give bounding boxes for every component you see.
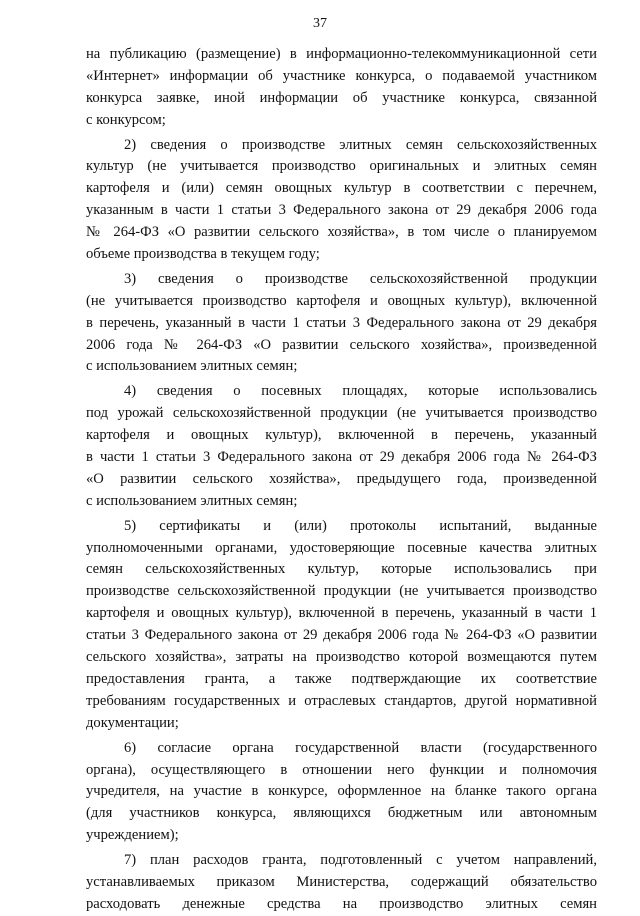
text-line: статьи 3 Федерального закона от 29 декабря 2006 года № 264-ФЗ «О развитии xyxy=(86,627,597,644)
text-line: учредителя, на участие в конкурсе, оформленное на бланке такого органа xyxy=(86,783,597,800)
text-line: семян сельскохозяйственных культур, которые использовались при xyxy=(86,561,597,578)
text-line: «О развитии сельского хозяйства», предыдущего года, произведенной xyxy=(86,470,597,487)
text-line: 4) сведения о посевных площадях, которые использовались xyxy=(124,383,597,400)
paragraph-continuation xyxy=(86,44,597,132)
text-line: картофеля и овощных культур), включенной в перечень, указанный xyxy=(86,427,597,444)
text-line: расходовать денежные средства на производство элитных семян xyxy=(86,895,597,912)
text-line: 6) согласие органа государственной власти (государственного xyxy=(124,739,597,756)
text-line: указанным в части 1 статьи 3 Федерального закона от 29 декабря 2006 года xyxy=(86,202,597,219)
text-line: органа), осуществляющего в отношении него функции и полномочия xyxy=(86,761,597,778)
paragraph-item-6 xyxy=(86,738,597,847)
text-line: (для участников конкурса, являющихся бюджетным или автономным xyxy=(86,805,597,822)
text-line: требованиям государственных и отраслевых стандартов, другой нормативной xyxy=(86,692,597,709)
text-line: с конкурсом; xyxy=(86,111,166,128)
text-line: сельского хозяйства», затраты на производство которой возмещаются путем xyxy=(86,649,597,666)
text-line: в части 1 статьи 3 Федерального закона от 29 декабря 2006 года № 264-ФЗ xyxy=(86,449,597,466)
text-line: с использованием элитных семян; xyxy=(86,492,298,509)
paragraph-item-4 xyxy=(86,381,597,512)
text-line: «Интернет» информации об участнике конкурса, о подаваемой участником xyxy=(86,67,597,84)
text-line: на публикацию (размещение) в информационно-телекоммуникационной сети xyxy=(86,46,597,62)
paragraph-item-2 xyxy=(86,135,597,266)
text-line: 7) план расходов гранта, подготовленный с учетом направлений, xyxy=(124,852,597,869)
paragraph-item-3 xyxy=(86,269,597,378)
text-line: (не учитывается производство картофеля и овощных культур), включенной xyxy=(86,292,597,309)
text-line: 2006 года № 264-ФЗ «О развитии сельского хозяйства», произведенной xyxy=(86,336,597,353)
text-line: 5) сертификаты и (или) протоколы испытаний, выданные xyxy=(124,517,597,534)
text-line: производстве сельскохозяйственной продукции (не учитывается производство xyxy=(86,583,597,600)
text-line: учреждением); xyxy=(86,827,179,844)
text-line: с использованием элитных семян; xyxy=(86,358,298,375)
text-line: уполномоченными органами, удостоверяющие посевные качества элитных xyxy=(86,539,597,556)
text-line: культур (не учитывается производство оригинальных и элитных семян xyxy=(86,158,597,175)
text-line: устанавливаемых приказом Министерства, содержащий обязательство xyxy=(86,873,597,890)
text-line: № 264-ФЗ «О развитии сельского хозяйства», в том числе о планируемом xyxy=(86,224,597,241)
text-line: 2) сведения о производстве элитных семян сельскохозяйственных xyxy=(124,136,597,153)
page-number: 37 xyxy=(313,16,327,31)
text-line: объеме производства в текущем году; xyxy=(86,246,320,263)
text-line: картофеля и (или) семян овощных культур в соответствии с перечнем, xyxy=(86,180,597,197)
text-line: в перечень, указанный в части 1 статьи 3 Федерального закона от 29 декабря xyxy=(86,314,597,331)
text-line: под урожай сельскохозяйственной продукции (не учитывается производство xyxy=(86,405,597,422)
paragraph-item-7 xyxy=(86,850,597,916)
text-line: предоставления гранта, а также подтверждающие их соответствие xyxy=(86,670,597,687)
text-line: конкурса заявке, иной информации об участнике конкурса, связанной xyxy=(86,89,597,106)
text-line: документации; xyxy=(86,714,179,731)
paragraph-item-5 xyxy=(86,516,597,735)
document-body xyxy=(86,44,597,916)
text-line: 3) сведения о производстве сельскохозяйственной продукции xyxy=(124,270,597,287)
text-line: картофеля и овощных культур), включенной в перечень, указанный в части 1 xyxy=(86,605,597,622)
